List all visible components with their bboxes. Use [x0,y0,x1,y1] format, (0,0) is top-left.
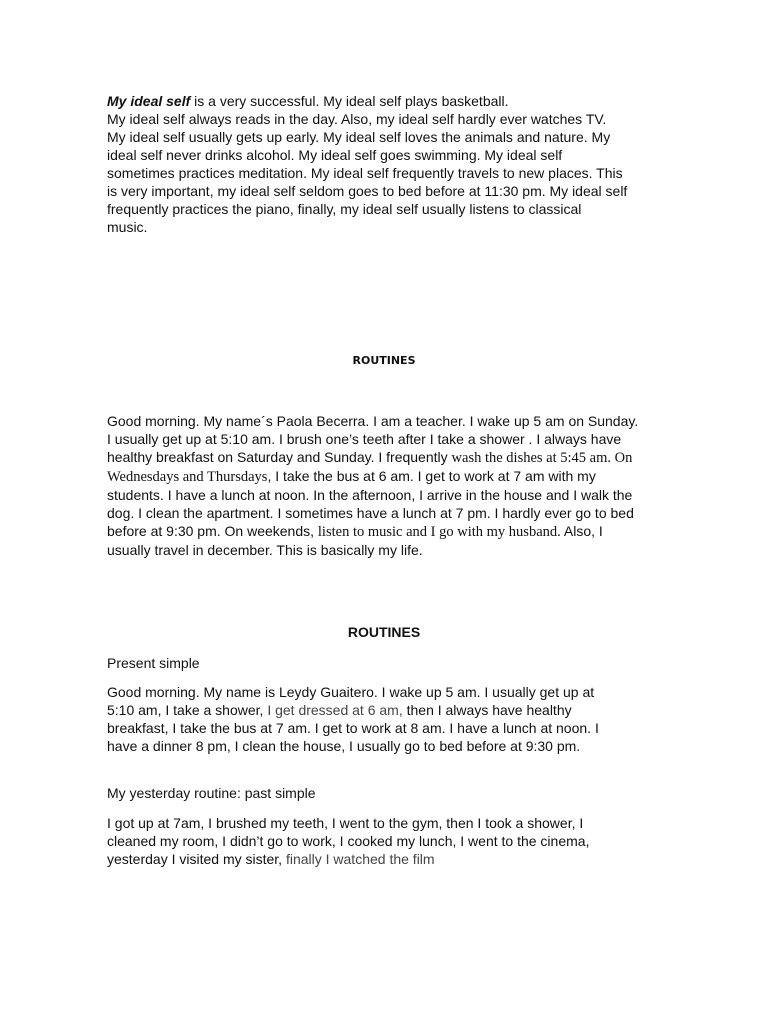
ideal-self-line: music. [107,219,148,235]
ideal-self-line: is very important, my ideal self seldom goes to bed before at 11:30 pm. My ideal self [107,183,628,199]
section1-line: healthy breakfast on Saturday and Sunday. I frequently [107,449,452,465]
section1-heading: ROUTINES [352,354,416,367]
ideal-self-line: sometimes practices meditation. My ideal self frequently travels to new places. This [107,165,623,181]
section1-serif-run: listen to music and I go with my husband. [317,524,561,540]
past-simple-paragraph [107,814,663,868]
section1-line: usually travel in december. This is basically my life. [107,542,423,558]
past-line: yesterday I visited my sister, [107,851,286,867]
section1-paragraph [107,412,663,559]
section2-dim-run: I get dressed at 6 am, [267,702,403,718]
section1-line: before at 9:30 pm. On weekends, [107,523,318,539]
section1-line: I usually get up at 5:10 am. I brush one’s teeth after I take a shower . I always have [107,431,622,447]
section2-line: then I always have healthy [402,702,572,718]
past-dim-run: finally I watched the film [285,851,435,867]
section2-line: Good morning. My name is Leydy Guaitero. I wake up 5 am. I usually get up at [107,684,595,700]
past-line: I got up at 7am, I brushed my teeth, I went to the gym, then I took a shower, I [107,815,584,831]
section1-line: dog. I clean the apartment. I sometimes have a lunch at 7 pm. I hardly ever go to bed [107,505,634,521]
section2-paragraph [107,683,663,755]
section2-heading: ROUTINES [347,624,421,640]
ideal-self-lead: My ideal self [107,93,191,109]
section1-line: Good morning. My name´s Paola Becerra. I am a teacher. I wake up 5 am on Sunday. [107,413,639,429]
ideal-self-line: My ideal self always reads in the day. Also, my ideal self hardly ever watches TV. [107,111,607,127]
section1-line: students. I have a lunch at noon. In the afternoon, I arrive in the house and I walk the [107,487,633,503]
section2-line: breakfast, I take the bus at 7 am. I get to work at 8 am. I have a lunch at noon. I [107,720,599,736]
present-simple-label: Present simple [107,655,200,671]
section1-serif-run: wash the dishes at 5:45 am. On [451,450,633,466]
ideal-self-paragraph [107,92,663,236]
ideal-self-first-line: is a very successful. My ideal self plays basketball. [190,93,509,109]
section2-line: 5:10 am, I take a shower, [107,702,268,718]
past-line: cleaned my room, I didn’t go to work, I cooked my lunch, I went to the cinema, [107,833,590,849]
ideal-self-line: My ideal self usually gets up early. My ideal self loves the animals and nature. My [107,129,611,145]
section1-line: , I take the bus at 6 am. I get to work at 7 am with my [267,468,596,484]
past-simple-label: My yesterday routine: past simple [107,785,316,801]
ideal-self-line: frequently practices the piano, finally, my ideal self usually listens to classical [107,201,582,217]
section2-line: have a dinner 8 pm, I clean the house, I usually go to bed before at 9:30 pm. [107,738,581,754]
ideal-self-line: ideal self never drinks alcohol. My ideal self goes swimming. My ideal self [107,147,563,163]
section1-line: Also, I [560,523,603,539]
section1-serif-run: Wednesdays and Thursdays [107,469,268,485]
